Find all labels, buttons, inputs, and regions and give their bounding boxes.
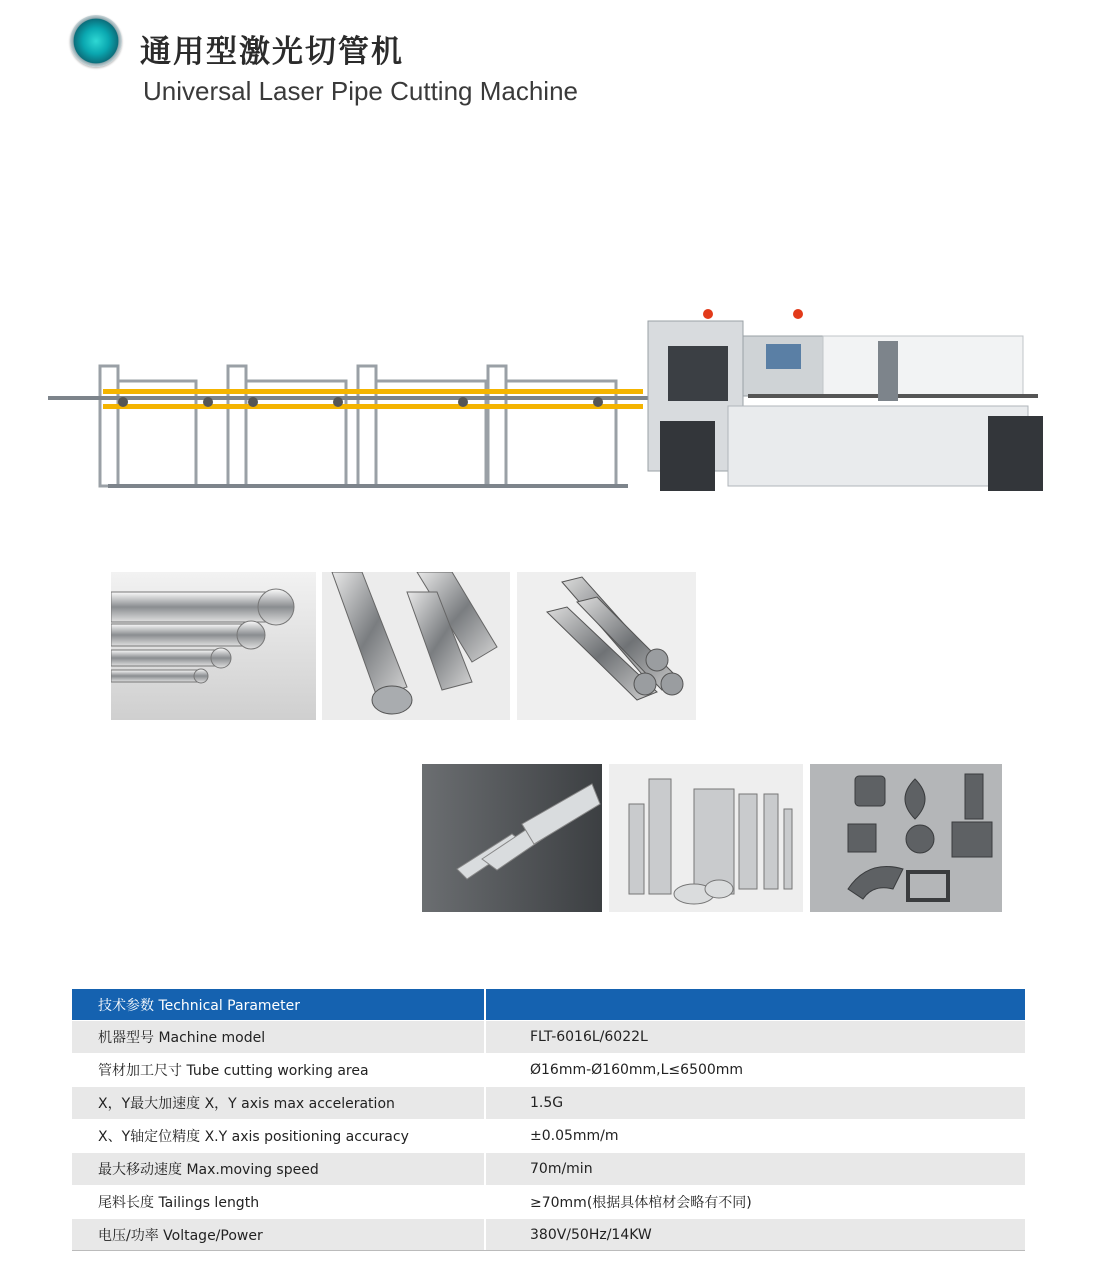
param-label: X、Y轴定位精度 X.Y axis positioning accuracy <box>72 1120 485 1153</box>
param-label: 管材加工尺寸 Tube cutting working area <box>72 1054 485 1087</box>
param-value: 70m/min <box>485 1153 1025 1186</box>
solid-bars-photo <box>517 572 696 720</box>
param-label: 尾料长度 Tailings length <box>72 1186 485 1219</box>
table-row <box>72 1120 1025 1153</box>
param-value: ≥70mm(根据具体棺材会略有不同) <box>485 1186 1025 1219</box>
param-label: 最大移动速度 Max.moving speed <box>72 1153 485 1186</box>
table-header-row <box>72 989 1025 1021</box>
technical-parameter-table <box>72 989 1025 1252</box>
table-row <box>72 1186 1025 1219</box>
param-value: FLT-6016L/6022L <box>485 1021 1025 1054</box>
table-header-value <box>485 989 1025 1021</box>
title-badge-icon <box>70 15 122 67</box>
page-title-en: Universal Laser Pipe Cutting Machine <box>143 76 578 106</box>
table-row <box>72 1153 1025 1186</box>
param-value: 1.5G <box>485 1087 1025 1120</box>
param-label: X，Y最大加速度 X，Y axis max acceleration <box>72 1087 485 1120</box>
round-tubes-photo <box>111 572 316 720</box>
page-title-cn: 通用型激光切管机 <box>140 34 404 70</box>
square-tubes-photo <box>322 572 510 720</box>
table-row <box>72 1219 1025 1252</box>
param-value: ±0.05mm/m <box>485 1120 1025 1153</box>
stainless-tubes-photo <box>609 764 803 912</box>
machine-illustration <box>48 296 1058 506</box>
table-row <box>72 1087 1025 1120</box>
param-value: 380V/50Hz/14KW <box>485 1219 1025 1252</box>
table-header-label: 技术参数 Technical Parameter <box>72 989 485 1021</box>
rectangular-tubes-photo <box>422 764 602 912</box>
table-row <box>72 1021 1025 1054</box>
param-label: 机器型号 Machine model <box>72 1021 485 1054</box>
param-value: Ø16mm-Ø160mm,L≤6500mm <box>485 1054 1025 1087</box>
table-bottom-divider <box>72 1250 1025 1251</box>
param-label: 电压/功率 Voltage/Power <box>72 1219 485 1252</box>
table-row <box>72 1054 1025 1087</box>
profile-shapes-photo <box>810 764 1002 912</box>
